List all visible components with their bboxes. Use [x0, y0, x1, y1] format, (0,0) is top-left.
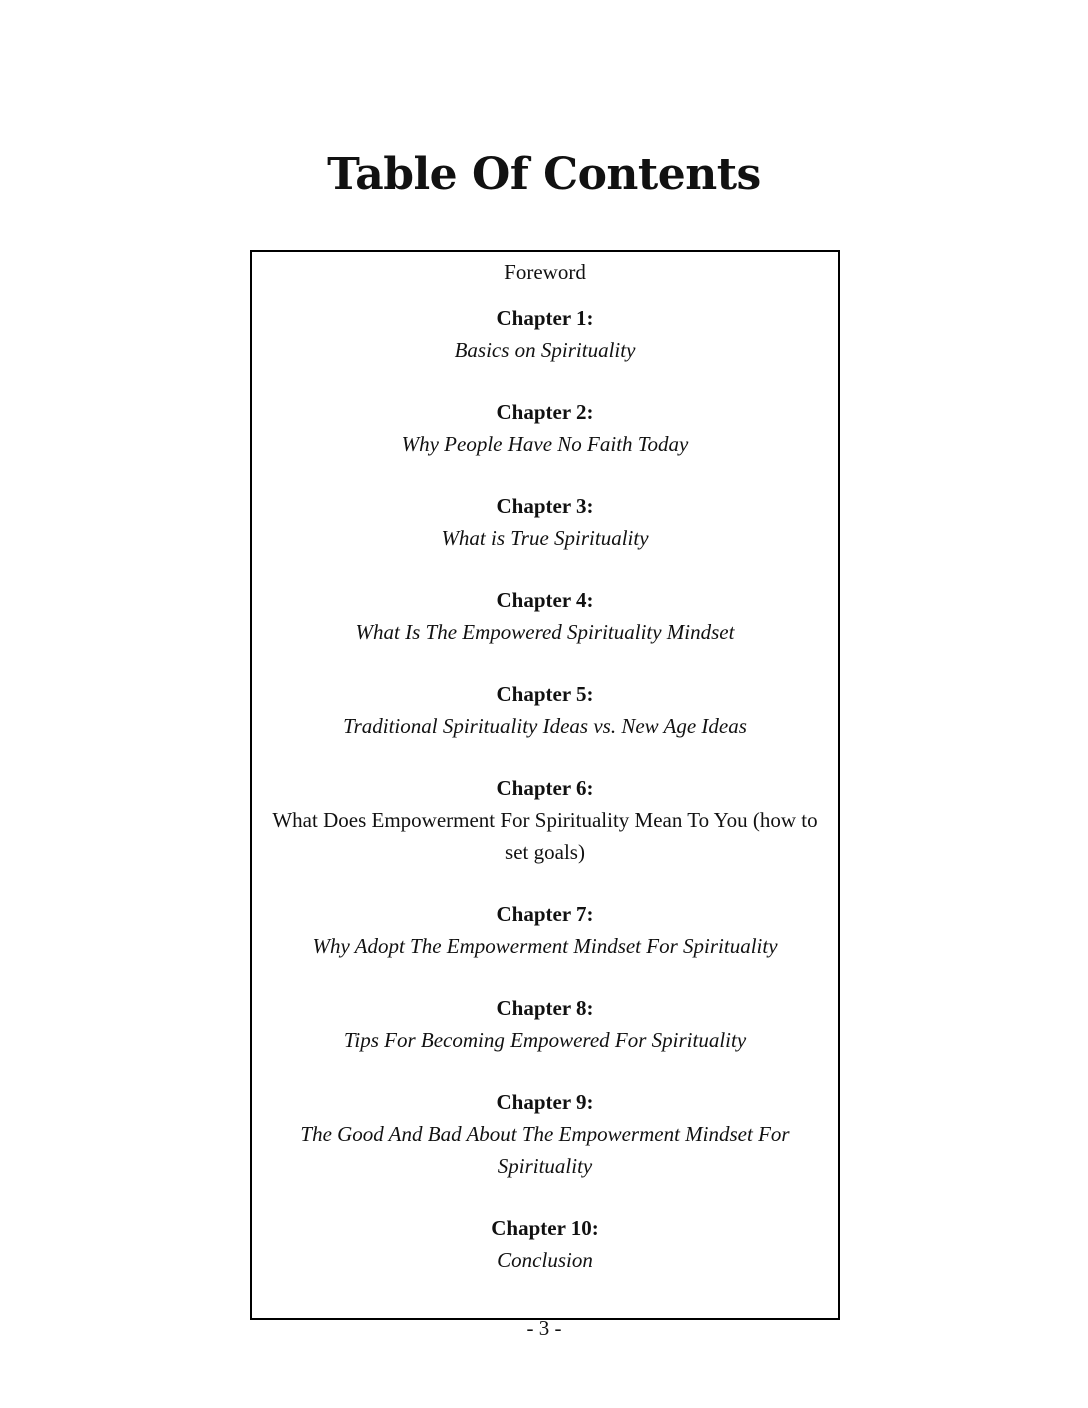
- toc-list: [252, 256, 838, 1306]
- chapter-title: What Is The Empowered Spirituality Mindset: [355, 620, 735, 644]
- chapter-title: Traditional Spirituality Ideas vs. New Age Ideas: [343, 714, 747, 738]
- page-title: Table Of Contents: [327, 149, 761, 200]
- chapter-label: Chapter 4:: [496, 588, 594, 612]
- chapter-title: Basics on Spirituality: [454, 338, 636, 362]
- chapter-label: Chapter 7:: [496, 902, 594, 926]
- chapter-title: The Good And Bad About The Empowerment Mindset For Spirituality: [300, 1122, 790, 1178]
- toc-item-foreword[interactable]: Foreword: [504, 260, 586, 284]
- chapter-title: Why People Have No Faith Today: [401, 432, 689, 456]
- chapter-title: Conclusion: [497, 1248, 593, 1272]
- chapter-title: Tips For Becoming Empowered For Spirituality: [343, 1028, 747, 1052]
- toc-item-chapter-6[interactable]: [252, 772, 838, 868]
- chapter-label: Chapter 10:: [491, 1216, 599, 1240]
- chapter-title: What Does Empowerment For Spirituality Mean To You (how to set goals): [272, 808, 818, 864]
- toc-item-chapter-4[interactable]: [252, 584, 838, 648]
- toc-item-chapter-9[interactable]: [252, 1086, 838, 1182]
- chapter-label: Chapter 9:: [496, 1090, 594, 1114]
- chapter-label: Chapter 8:: [496, 996, 594, 1020]
- chapter-label: Chapter 5:: [496, 682, 594, 706]
- toc-item-chapter-3[interactable]: [252, 490, 838, 554]
- table-of-contents-box: [250, 250, 840, 1320]
- chapter-title: Why Adopt The Empowerment Mindset For Spirituality: [312, 934, 778, 958]
- chapter-title: What is True Spirituality: [441, 526, 649, 550]
- toc-item-chapter-2[interactable]: [252, 396, 838, 460]
- chapter-label: Chapter 6:: [496, 776, 594, 800]
- chapter-label: Chapter 2:: [496, 400, 594, 424]
- chapter-label: Chapter 3:: [496, 494, 594, 518]
- toc-item-chapter-1[interactable]: [252, 302, 838, 366]
- toc-item-chapter-7[interactable]: [252, 898, 838, 962]
- page-number: - 3 -: [526, 1316, 562, 1340]
- toc-item-chapter-10[interactable]: [252, 1212, 838, 1276]
- chapter-label: Chapter 1:: [496, 306, 594, 330]
- toc-item-chapter-5[interactable]: [252, 678, 838, 742]
- toc-item-chapter-8[interactable]: [252, 992, 838, 1056]
